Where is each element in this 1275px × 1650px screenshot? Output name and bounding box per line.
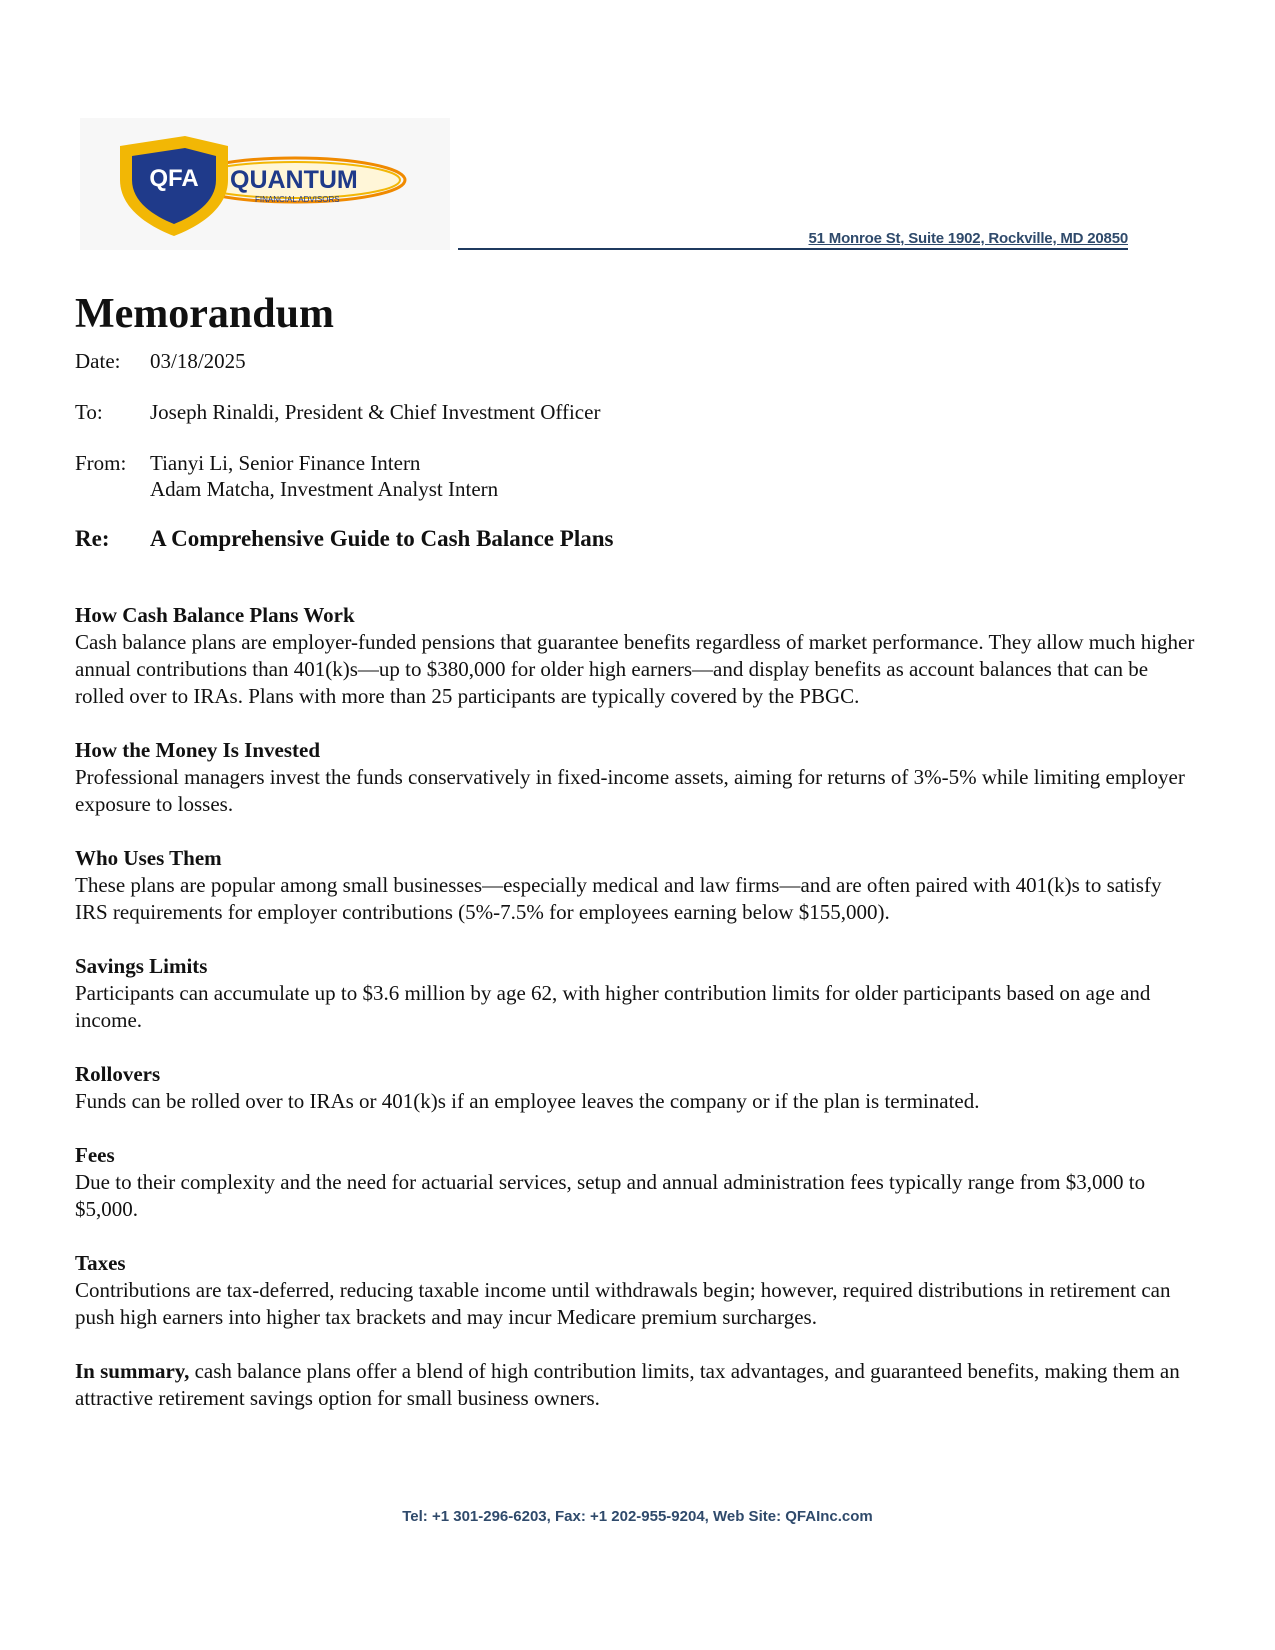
footer-contact: Tel: +1 301-296-6203, Fax: +1 202-955-9204, Web Site: QFAInc.com [402, 1508, 873, 1525]
section-rollovers [75, 1061, 1195, 1115]
summary-text: cash balance plans offer a blend of high contribution limits, tax advantages, and guaranteed benefits, making them an attractive retirement savings option for small business owners. [75, 1359, 1180, 1410]
from-label: From: [75, 451, 127, 475]
summary-paragraph [75, 1358, 1195, 1412]
date-row [75, 348, 246, 374]
to-label: To: [75, 400, 103, 424]
memo-body [75, 602, 1195, 1439]
company-address: 51 Monroe St, Suite 1902, Rockville, MD 20850 [808, 230, 1128, 247]
summary-lead: In summary, [75, 1359, 190, 1383]
section-heading: How Cash Balance Plans Work [75, 603, 355, 627]
section-how-it-works [75, 602, 1195, 710]
section-heading: Rollovers [75, 1062, 161, 1086]
date-label: Date: [75, 349, 121, 373]
section-heading: How the Money Is Invested [75, 738, 320, 762]
section-heading: Savings Limits [75, 954, 208, 978]
re-label: Re: [75, 526, 110, 551]
section-investing [75, 737, 1195, 818]
section-fees [75, 1142, 1195, 1223]
re-row [75, 526, 613, 552]
section-savings-limits [75, 953, 1195, 1034]
from-value-2: Adam Matcha, Investment Analyst Intern [150, 477, 499, 501]
section-body: Due to their complexity and the need for actuarial services, setup and annual administration fees typically range from $3,000 to $5,000. [75, 1170, 1146, 1221]
logo-name: QUANTUM [230, 166, 358, 194]
from-row [75, 450, 498, 502]
memo-title: Memorandum [75, 291, 334, 337]
section-body: Professional managers invest the funds conservatively in fixed-income assets, aiming for returns of 3%-5% while limiting employer exposure to losses. [75, 765, 1185, 816]
logo-tagline: FINANCIAL ADVISORS [255, 195, 340, 204]
section-heading: Who Uses Them [75, 846, 222, 870]
section-body: Cash balance plans are employer-funded pensions that guarantee benefits regardless of market performance. They allow much higher annual contributions than 401(k)s—up to $380,000 for older high earners—and display benefits as account balances that can be rolled over to IRAs. Plans with more than 25 participants are typically covered by the PBGC. [75, 630, 1195, 708]
section-heading: Fees [75, 1143, 115, 1167]
section-body: These plans are popular among small businesses—especially medical and law firms—and are often paired with 401(k)s to satisfy IRS requirements for employer contributions (5%-7.5% for employees earning below $155,000). [75, 873, 1162, 924]
from-value-1: Tianyi Li, Senior Finance Intern [150, 451, 421, 475]
section-body: Contributions are tax-deferred, reducing taxable income until withdrawals begin; however, required distributions in retirement can push high earners into higher tax brackets and may incur Medicare premium surcharges. [75, 1278, 1171, 1329]
header-rule [458, 248, 1128, 250]
section-heading: Taxes [75, 1251, 126, 1275]
section-body: Participants can accumulate up to $3.6 million by age 62, with higher contribution limits for older participants based on age and income. [75, 981, 1151, 1032]
date-value: 03/18/2025 [150, 349, 246, 373]
section-taxes [75, 1250, 1195, 1331]
company-logo [80, 118, 450, 250]
section-body: Funds can be rolled over to IRAs or 401(k)s if an employee leaves the company or if the plan is terminated. [75, 1089, 980, 1113]
section-who-uses [75, 845, 1195, 926]
logo-badge-text: QFA [149, 165, 199, 192]
re-subject: A Comprehensive Guide to Cash Balance Plans [150, 526, 614, 551]
to-value: Joseph Rinaldi, President & Chief Investment Officer [150, 400, 601, 424]
to-row [75, 399, 600, 425]
